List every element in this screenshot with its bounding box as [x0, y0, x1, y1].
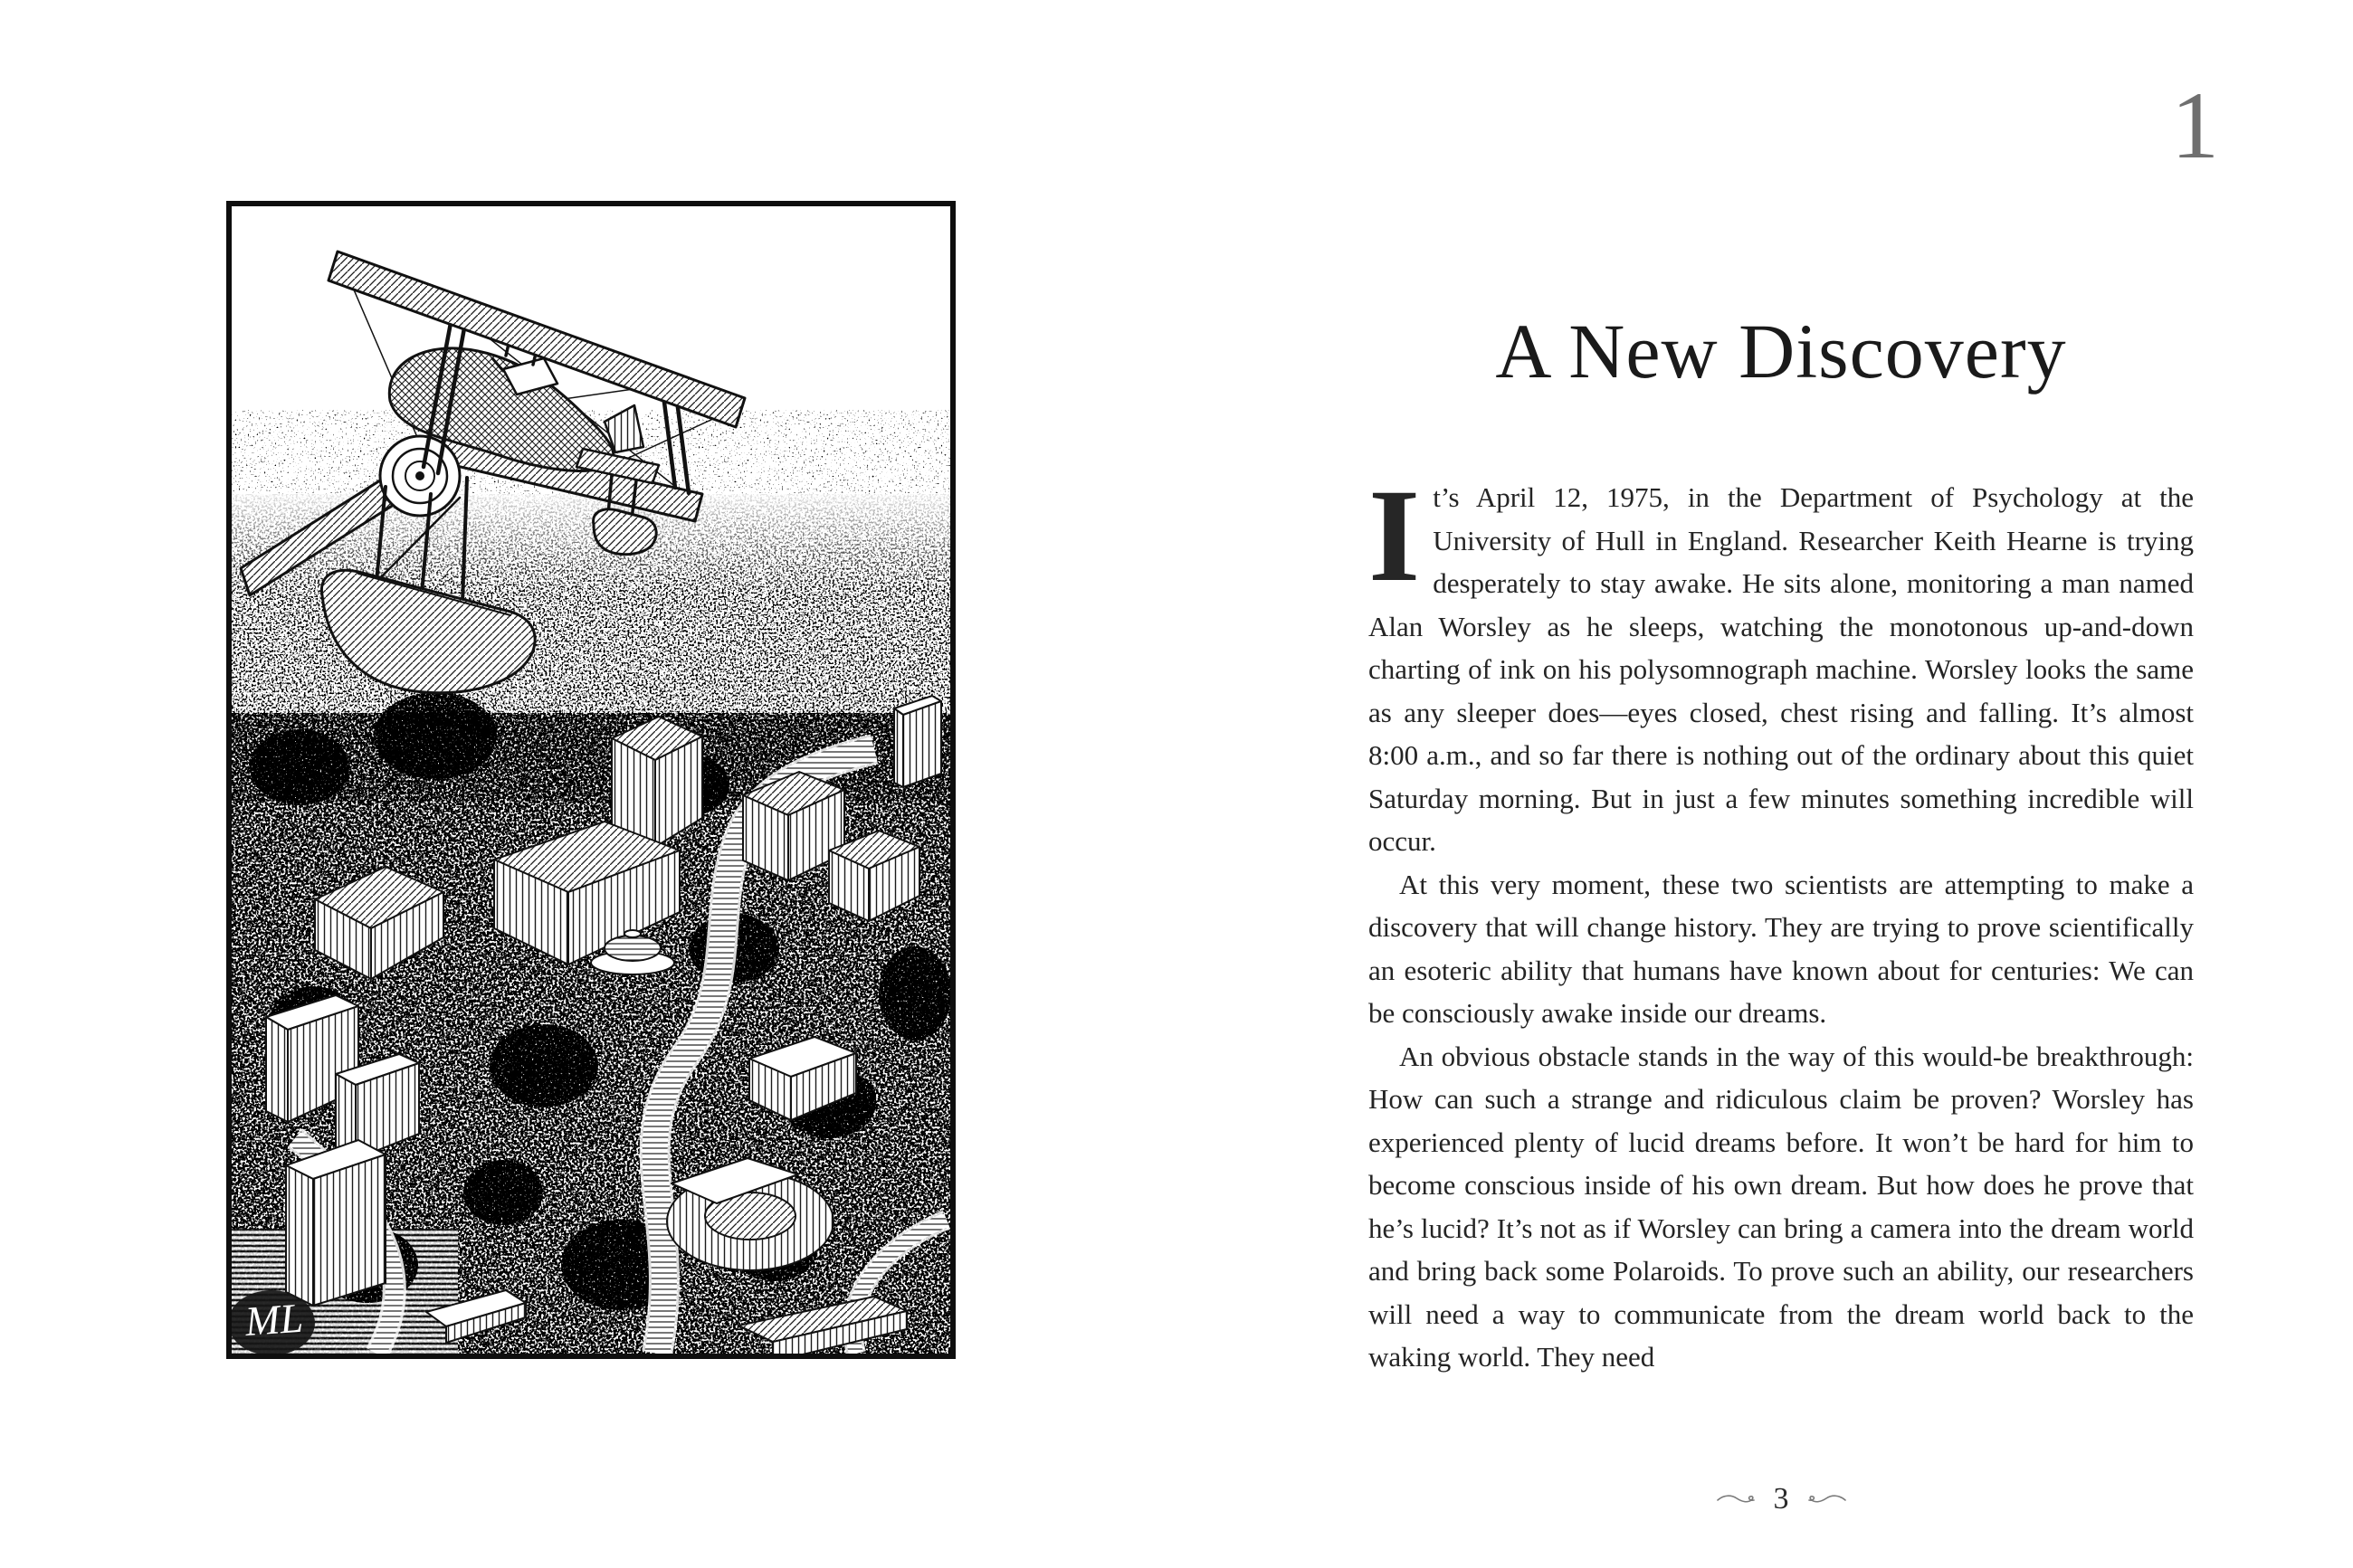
tower-building: [612, 717, 702, 847]
biplane-campus-illustration: [232, 206, 950, 1354]
chapter-title: A New Discovery: [1495, 308, 2067, 394]
flourish-left-icon: [1716, 1491, 1759, 1507]
drop-cap: I: [1368, 461, 1421, 609]
narrow-slab: [894, 696, 941, 787]
artist-signature: ML: [243, 1294, 305, 1345]
paragraph: An obvious obstacle stands in the way of this would-be breakthrough: How can such a strange and ridiculous claim be proven? Worsley has experienced plenty of lucid dreams before. It won’t be hard for him to become conscious inside of his own dream. But how does he prove that he’s lucid? It’s not as if Worsley can bring a camera into the dream world and bring back some Polaroids. To prove such an ability, our researchers will need a way to communicate from the dream world back to the waking world. They need: [1368, 1040, 2194, 1373]
page-number: 3: [1773, 1482, 1789, 1516]
illustration-frame: [226, 201, 956, 1359]
paragraph: [1368, 461, 2194, 863]
page-footer: [1368, 1482, 2194, 1516]
chapter-number: 1: [2171, 72, 2219, 178]
flourish-right-icon: [1804, 1491, 1847, 1507]
residence-block: [286, 1140, 386, 1306]
engine-cowl: [380, 436, 460, 516]
paragraph: At this very moment, these two scientists are attempting to make a discovery that will change history. They are trying to prove scientifically an esoteric ability that humans have known about for centuries: We can be consciously awake inside our dreams.: [1368, 868, 2194, 1029]
paragraph-text: t’s April 12, 1975, in the Department of Psychology at the University of Hull in England. Researcher Keith Hearne is trying desperately to stay awake. He sits alone, monitoring a man named Alan Worsley as he sleeps, watching the monotonous up-and-down charting of ink on his polysomnograph machine. Worsley looks the same as any sleeper does—eyes closed, chest rising and falling. It’s almost 8:00 a.m., and so far there is nothing out of the ordinary about this quiet Saturday morning. But in just a few minutes something incredible will occur.: [1368, 481, 2194, 857]
chapter-body: [1368, 461, 2194, 1379]
